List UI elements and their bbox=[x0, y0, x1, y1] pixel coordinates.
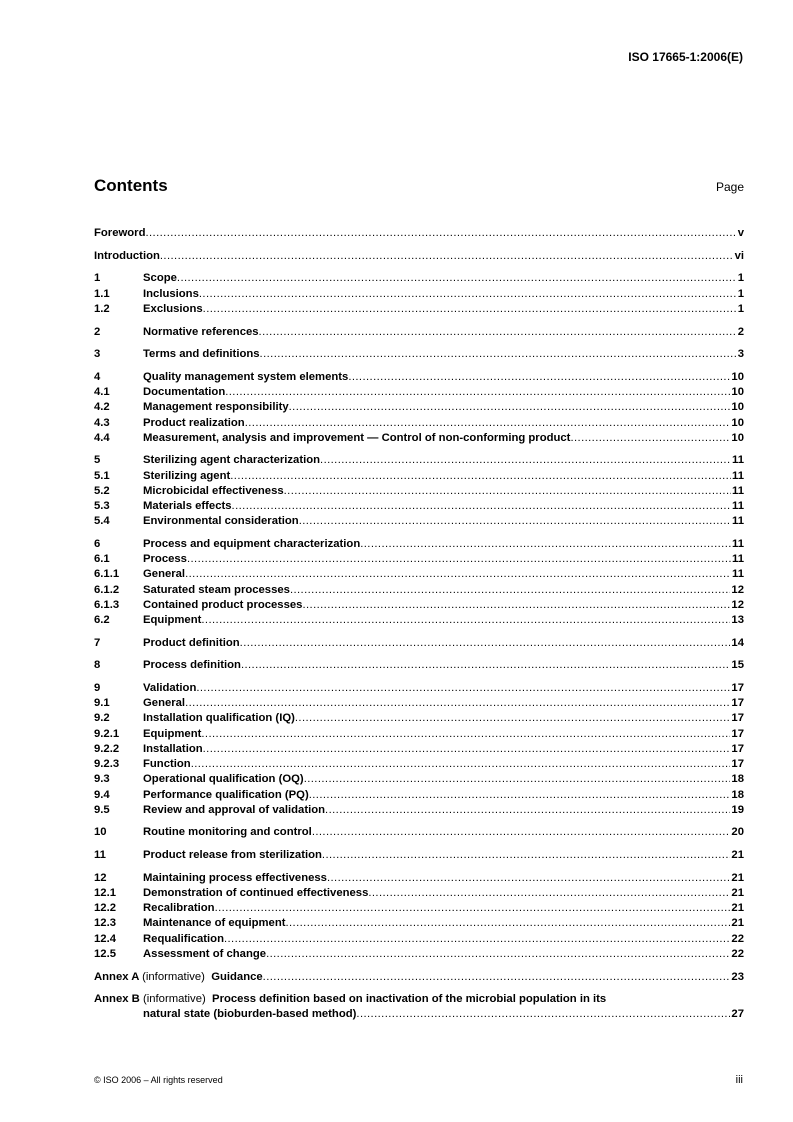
dot-leader bbox=[320, 453, 731, 468]
toc-entry-page: 22 bbox=[731, 932, 744, 945]
toc-entry[interactable] bbox=[94, 325, 744, 340]
toc-entry[interactable] bbox=[94, 347, 744, 362]
toc-entry[interactable] bbox=[94, 370, 744, 385]
dot-leader bbox=[356, 1007, 730, 1022]
toc-entry[interactable] bbox=[94, 552, 744, 567]
toc-entry-title: Environmental consideration bbox=[143, 515, 299, 528]
dot-leader bbox=[191, 757, 731, 772]
toc-entry-title: Microbicidal effectiveness bbox=[143, 484, 284, 497]
toc-entry[interactable] bbox=[94, 226, 744, 241]
toc-entry[interactable] bbox=[94, 947, 744, 962]
toc-entry-title: Product realization bbox=[143, 416, 245, 429]
toc-entry-title: Quality management system elements bbox=[143, 370, 349, 383]
toc-entry-page: 21 bbox=[731, 849, 744, 862]
dot-leader bbox=[215, 901, 731, 916]
toc-entry-page: 14 bbox=[731, 636, 744, 649]
toc-entry[interactable] bbox=[94, 583, 744, 598]
toc-entry-title: Maintenance of equipment bbox=[143, 917, 286, 930]
toc-entry-title: Inclusions bbox=[143, 287, 199, 300]
dot-leader bbox=[266, 947, 730, 962]
table-of-contents bbox=[94, 226, 744, 1023]
annex-a-page: 23 bbox=[731, 970, 744, 983]
toc-entry-page: 21 bbox=[731, 902, 744, 915]
toc-entry[interactable] bbox=[94, 757, 744, 772]
toc-entry-number: 6.1.2 bbox=[94, 583, 120, 596]
toc-entry-title: Saturated steam processes bbox=[143, 583, 290, 596]
toc-entry-title: Demonstration of continued effectiveness bbox=[143, 887, 369, 900]
toc-entry[interactable] bbox=[94, 567, 744, 582]
toc-entry-page: 3 bbox=[737, 348, 744, 361]
footer-copyright: © ISO 2006 – All rights reserved bbox=[94, 1075, 223, 1085]
toc-entry-number: 9.3 bbox=[94, 773, 110, 786]
toc-entry-page: 19 bbox=[731, 803, 744, 816]
toc-entry-page: 1 bbox=[737, 272, 744, 285]
toc-entry-title: Performance qualification (PQ) bbox=[143, 788, 309, 801]
toc-entry-title: Normative references bbox=[143, 325, 259, 338]
dot-leader bbox=[309, 788, 731, 803]
toc-entry-title: Function bbox=[143, 758, 191, 771]
toc-entry-page: 11 bbox=[732, 537, 744, 550]
toc-entry-title: Review and approval of validation bbox=[143, 803, 326, 816]
toc-entry[interactable] bbox=[94, 696, 744, 711]
toc-entry-title: Installation qualification (IQ) bbox=[143, 712, 295, 725]
toc-entry-page: 11 bbox=[732, 484, 744, 497]
toc-entry-number: 5.2 bbox=[94, 484, 110, 497]
dot-leader bbox=[289, 400, 731, 415]
toc-entry-page: 13 bbox=[731, 613, 744, 626]
dot-leader bbox=[295, 711, 731, 726]
page-column-label: Page bbox=[715, 180, 744, 194]
contents-header bbox=[94, 176, 744, 196]
toc-entry-number: 9.4 bbox=[94, 788, 110, 801]
toc-entry-page: 11 bbox=[732, 454, 744, 467]
toc-entry-number: 7 bbox=[94, 636, 101, 649]
dot-leader bbox=[145, 226, 736, 241]
toc-entry-number: 4 bbox=[94, 370, 101, 383]
dot-leader bbox=[185, 567, 731, 582]
toc-entry-page: 1 bbox=[737, 302, 744, 315]
toc-entry-number: 4.1 bbox=[94, 386, 110, 399]
dot-leader bbox=[185, 696, 730, 711]
toc-entry[interactable] bbox=[94, 658, 744, 673]
toc-entry-number: 5.1 bbox=[94, 469, 110, 482]
dot-leader bbox=[260, 347, 737, 362]
dot-leader bbox=[285, 916, 730, 931]
dot-leader bbox=[245, 416, 731, 431]
toc-entry-title: Sterilizing agent bbox=[143, 469, 231, 482]
toc-entry-page: 10 bbox=[731, 416, 744, 429]
toc-entry-page: 11 bbox=[732, 469, 744, 482]
toc-entry-number: 12.5 bbox=[94, 947, 116, 960]
toc-entry-page: 20 bbox=[731, 826, 744, 839]
toc-entry-title: Assessment of change bbox=[143, 947, 267, 960]
dot-leader bbox=[348, 370, 730, 385]
toc-entry[interactable] bbox=[94, 681, 744, 696]
toc-entry-title: Operational qualification (OQ) bbox=[143, 773, 304, 786]
toc-entry-title: Equipment bbox=[143, 613, 202, 626]
toc-entry[interactable] bbox=[94, 803, 744, 818]
toc-entry[interactable] bbox=[94, 385, 744, 400]
toc-entry-title: Contained product processes bbox=[143, 598, 303, 611]
annex-b-line-1: Annex B (informative) Process definition based on inactivation of the microbial population in its bbox=[94, 993, 607, 1006]
toc-entry[interactable] bbox=[94, 932, 744, 947]
dot-leader bbox=[368, 886, 730, 901]
toc-entry-page: 17 bbox=[731, 758, 744, 771]
toc-entry[interactable] bbox=[94, 453, 744, 468]
annex-b-line-2: natural state (bioburden-based method) bbox=[143, 1008, 357, 1021]
toc-entry-page: 18 bbox=[731, 773, 744, 786]
toc-entry-page: 17 bbox=[731, 727, 744, 740]
toc-entry-title: Equipment bbox=[143, 727, 202, 740]
toc-entry-title: Maintaining process effectiveness bbox=[143, 871, 327, 884]
dot-leader bbox=[360, 537, 731, 552]
footer-page-number: iii bbox=[735, 1074, 743, 1086]
toc-entry-page: 18 bbox=[731, 788, 744, 801]
toc-entry[interactable] bbox=[94, 499, 744, 514]
toc-entry[interactable] bbox=[94, 711, 744, 726]
toc-entry-title: Requalification bbox=[143, 932, 224, 945]
toc-entry-number: 11 bbox=[94, 849, 106, 862]
dot-leader bbox=[199, 287, 737, 302]
toc-entry[interactable] bbox=[94, 871, 744, 886]
toc-entry-number: 9.2.1 bbox=[94, 727, 120, 740]
toc-entry-number: 5.3 bbox=[94, 500, 110, 513]
toc-entry-title: Exclusions bbox=[143, 302, 203, 315]
toc-entry[interactable] bbox=[94, 788, 744, 803]
dot-leader bbox=[312, 825, 731, 840]
toc-entry-title: Product release from sterilization bbox=[143, 849, 322, 862]
toc-entry-title: Validation bbox=[143, 682, 197, 695]
toc-entry-number: 5 bbox=[94, 454, 101, 467]
toc-entry-number: 12.2 bbox=[94, 902, 116, 915]
toc-entry[interactable] bbox=[94, 431, 744, 446]
toc-entry-number: 9 bbox=[94, 682, 101, 695]
toc-entry-annex-b[interactable] bbox=[94, 992, 744, 1022]
dot-leader bbox=[187, 552, 731, 567]
toc-entry-number: 4.2 bbox=[94, 401, 110, 414]
toc-entry[interactable] bbox=[94, 825, 744, 840]
toc-entry[interactable] bbox=[94, 400, 744, 415]
toc-entry[interactable] bbox=[94, 302, 744, 317]
toc-entry-page: 15 bbox=[731, 659, 744, 672]
toc-entry-page: vi bbox=[734, 249, 744, 262]
toc-entry-number: 9.2 bbox=[94, 712, 110, 725]
toc-entry-number: 3 bbox=[94, 348, 101, 361]
toc-entry[interactable] bbox=[94, 613, 744, 628]
toc-entry-title: Scope bbox=[143, 272, 177, 285]
dot-leader bbox=[240, 636, 731, 651]
toc-entry-title: Materials effects bbox=[143, 500, 232, 513]
dot-leader bbox=[327, 871, 730, 886]
dot-leader bbox=[177, 271, 737, 286]
toc-entry-number: 6.1 bbox=[94, 553, 110, 566]
toc-entry[interactable] bbox=[94, 772, 744, 787]
toc-entry-number: 6.2 bbox=[94, 613, 110, 626]
dot-leader bbox=[196, 681, 730, 696]
dot-leader bbox=[322, 848, 731, 863]
toc-entry-page: 17 bbox=[731, 682, 744, 695]
toc-entry[interactable] bbox=[94, 287, 744, 302]
dot-leader bbox=[203, 742, 731, 757]
toc-entry-number: 6 bbox=[94, 537, 101, 550]
toc-entry-page: 17 bbox=[731, 697, 744, 710]
contents-title: Contents bbox=[94, 176, 168, 195]
dot-leader bbox=[304, 772, 731, 787]
toc-entry-page: 17 bbox=[731, 712, 744, 725]
toc-entry[interactable] bbox=[94, 537, 744, 552]
toc-entry-title: Routine monitoring and control bbox=[143, 826, 312, 839]
toc-entry[interactable] bbox=[94, 742, 744, 757]
toc-entry-page: 10 bbox=[731, 386, 744, 399]
toc-entry-title: Sterilizing agent characterization bbox=[143, 454, 321, 467]
toc-entry[interactable] bbox=[94, 416, 744, 431]
toc-entry[interactable] bbox=[94, 469, 744, 484]
toc-entry[interactable] bbox=[94, 271, 744, 286]
toc-entry-number: 1.1 bbox=[94, 287, 110, 300]
toc-entry-annex-a[interactable] bbox=[94, 970, 744, 985]
dot-leader bbox=[325, 803, 730, 818]
dot-leader bbox=[232, 499, 732, 514]
toc-entry-page: 2 bbox=[737, 325, 744, 338]
toc-entry[interactable] bbox=[94, 636, 744, 651]
toc-entry[interactable] bbox=[94, 598, 744, 613]
toc-entry-number: 2 bbox=[94, 325, 101, 338]
toc-entry-page: 11 bbox=[732, 568, 744, 581]
dot-leader bbox=[263, 970, 731, 985]
toc-entry-title: Terms and definitions bbox=[143, 348, 260, 361]
toc-entry-page: 11 bbox=[732, 553, 744, 566]
toc-entry[interactable] bbox=[94, 484, 744, 499]
annex-b-page: 27 bbox=[731, 1008, 744, 1021]
dot-leader bbox=[241, 658, 730, 673]
toc-entry[interactable] bbox=[94, 916, 744, 931]
dot-leader bbox=[225, 385, 730, 400]
dot-leader bbox=[570, 431, 730, 446]
toc-entry-number: 6.1.1 bbox=[94, 568, 120, 581]
toc-entry-page: 21 bbox=[731, 871, 744, 884]
dot-leader bbox=[299, 514, 731, 529]
toc-entry-title: Documentation bbox=[143, 386, 226, 399]
toc-entry-title: Product definition bbox=[143, 636, 240, 649]
toc-entry-title: Introduction bbox=[94, 249, 160, 262]
toc-entry-number: 10 bbox=[94, 826, 107, 839]
dot-leader bbox=[224, 932, 730, 947]
toc-entry-page: 12 bbox=[731, 598, 744, 611]
toc-entry-number: 12.4 bbox=[94, 932, 116, 945]
toc-entry-title: Installation bbox=[143, 742, 203, 755]
toc-entry-title: Foreword bbox=[94, 227, 146, 239]
toc-entry-page: 17 bbox=[731, 742, 744, 755]
toc-entry[interactable] bbox=[94, 514, 744, 529]
toc-entry-title: Process bbox=[143, 553, 187, 566]
toc-entry-title: General bbox=[143, 697, 186, 710]
document-reference: ISO 17665-1:2006(E) bbox=[628, 50, 743, 64]
toc-entry-number: 6.1.3 bbox=[94, 598, 120, 611]
toc-entry-number: 1 bbox=[94, 272, 101, 285]
toc-entry[interactable] bbox=[94, 901, 744, 916]
toc-entry-title: Process and equipment characterization bbox=[143, 537, 361, 550]
dot-leader bbox=[302, 598, 730, 613]
toc-entry-page: 22 bbox=[731, 947, 744, 960]
dot-leader bbox=[230, 469, 731, 484]
toc-entry-title: Process definition bbox=[143, 659, 241, 672]
toc-entry-title: General bbox=[143, 568, 186, 581]
toc-entry-number: 9.2.2 bbox=[94, 742, 120, 755]
toc-entry-number: 9.2.3 bbox=[94, 758, 120, 771]
toc-entry-number: 4.4 bbox=[94, 431, 110, 444]
toc-entry-number: 8 bbox=[94, 659, 101, 672]
toc-entry-page: 10 bbox=[731, 370, 744, 383]
toc-entry-number: 5.4 bbox=[94, 515, 110, 528]
toc-entry-number: 12.3 bbox=[94, 917, 116, 930]
toc-entry-page: v bbox=[737, 227, 744, 239]
toc-entry-page: 10 bbox=[731, 401, 744, 414]
toc-entry-number: 1.2 bbox=[94, 302, 110, 315]
toc-entry-number: 9.5 bbox=[94, 803, 110, 816]
toc-entry[interactable] bbox=[94, 727, 744, 742]
dot-leader bbox=[160, 249, 734, 264]
toc-entry-page: 21 bbox=[731, 917, 744, 930]
dot-leader bbox=[284, 484, 731, 499]
toc-entry-title: Recalibration bbox=[143, 902, 215, 915]
toc-entry[interactable] bbox=[94, 848, 744, 863]
toc-entry-page: 11 bbox=[732, 500, 744, 513]
toc-entry-title: Measurement, analysis and improvement — Control of non-conforming product bbox=[143, 431, 571, 444]
toc-entry-number: 12.1 bbox=[94, 887, 116, 900]
annex-a-label: Annex A (informative) Guidance bbox=[94, 970, 263, 983]
toc-entry-page: 21 bbox=[731, 887, 744, 900]
toc-entry[interactable] bbox=[94, 886, 744, 901]
toc-entry-page: 1 bbox=[737, 287, 744, 300]
toc-entry-number: 9.1 bbox=[94, 697, 110, 710]
toc-entry-number: 12 bbox=[94, 871, 107, 884]
toc-entry-page: 12 bbox=[731, 583, 744, 596]
toc-entry-page: 10 bbox=[731, 431, 744, 444]
toc-entry-number: 4.3 bbox=[94, 416, 110, 429]
dot-leader bbox=[201, 613, 730, 628]
dot-leader bbox=[259, 325, 737, 340]
dot-leader bbox=[290, 583, 730, 598]
toc-entry-page: 11 bbox=[732, 515, 744, 528]
dot-leader bbox=[201, 727, 730, 742]
toc-entry-title: Management responsibility bbox=[143, 401, 289, 414]
toc-entry[interactable] bbox=[94, 249, 744, 264]
dot-leader bbox=[203, 302, 737, 317]
